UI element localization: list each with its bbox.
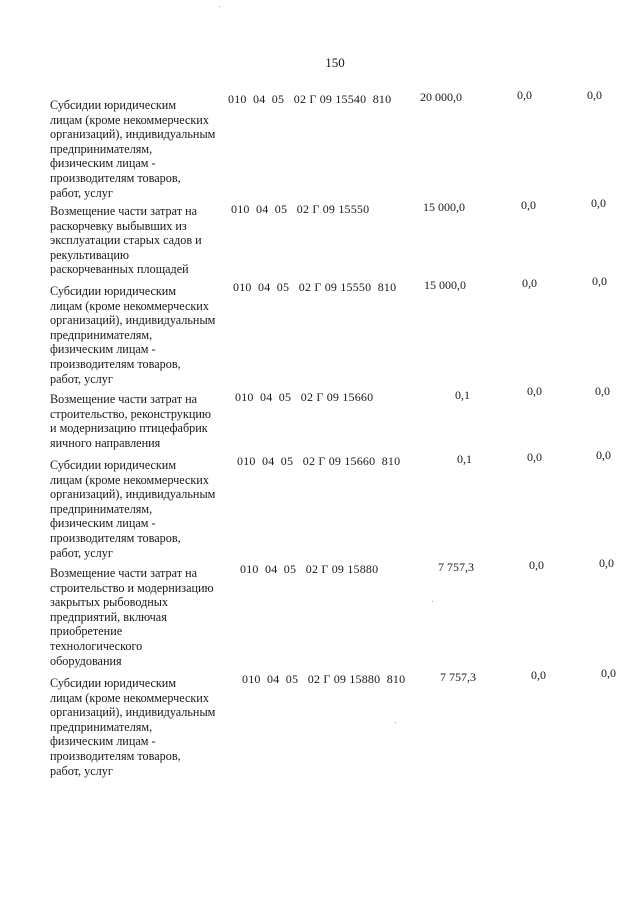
row-classification-code: 010 04 05 02 Г 09 15540 810 — [228, 92, 392, 106]
row-description: Субсидии юридическим лицам (кроме некоммерческих организаций), индивидуальным предпринимателям, физическим лицам - производителям товаров, работ, услуг — [50, 284, 216, 386]
row-amount-2: 0,0 — [527, 450, 542, 464]
row-amount-1: 15 000,0 — [424, 278, 466, 292]
row-amount-3: 0,0 — [596, 448, 611, 462]
row-classification-code: 010 04 05 02 Г 09 15880 810 — [242, 672, 406, 686]
row-amount-3: 0,0 — [595, 384, 610, 398]
page-number: 150 — [325, 55, 345, 70]
row-amount-3: 0,0 — [599, 556, 614, 570]
row-amount-2: 0,0 — [517, 88, 532, 102]
row-amount-2: 0,0 — [521, 198, 536, 212]
row-classification-code: 010 04 05 02 Г 09 15550 810 — [233, 280, 397, 294]
row-description: Возмещение части затрат на строительство и модернизацию закрытых рыбоводных предприятий, включая приобретение технологического оборудования — [50, 566, 214, 668]
scan-speck — [432, 601, 433, 602]
row-amount-1: 0,1 — [457, 452, 472, 466]
row-amount-1: 15 000,0 — [423, 200, 465, 214]
scan-speck — [219, 6, 220, 7]
row-amount-2: 0,0 — [531, 668, 546, 682]
row-amount-3: 0,0 — [601, 666, 616, 680]
row-amount-1: 20 000,0 — [420, 90, 462, 104]
row-classification-code: 010 04 05 02 Г 09 15660 810 — [237, 454, 401, 468]
row-amount-2: 0,0 — [522, 276, 537, 290]
row-classification-code: 010 04 05 02 Г 09 15550 — [231, 202, 370, 216]
row-description: Возмещение части затрат на раскорчевку выбывших из эксплуатации старых садов и рекультивацию раскорчеванных площадей — [50, 204, 202, 277]
row-amount-1: 0,1 — [455, 388, 470, 402]
row-amount-3: 0,0 — [587, 88, 602, 102]
row-amount-2: 0,0 — [529, 558, 544, 572]
row-amount-3: 0,0 — [591, 196, 606, 210]
row-amount-1: 7 757,3 — [438, 560, 474, 574]
row-classification-code: 010 04 05 02 Г 09 15880 — [240, 562, 379, 576]
row-description: Возмещение части затрат на строительство, реконструкцию и модернизацию птицефабрик яичного направления — [50, 392, 211, 450]
row-description: Субсидии юридическим лицам (кроме некоммерческих организаций), индивидуальным предпринимателям, физическим лицам - производителям товаров, работ, услуг — [50, 458, 216, 560]
row-description: Субсидии юридическим лицам (кроме некоммерческих организаций), индивидуальным предпринимателям, физическим лицам - производителям товаров, работ, услуг — [50, 98, 216, 200]
row-description: Субсидии юридическим лицам (кроме некоммерческих организаций), индивидуальным предпринимателям, физическим лицам - производителям товаров, работ, услуг — [50, 676, 216, 778]
row-amount-3: 0,0 — [592, 274, 607, 288]
row-amount-1: 7 757,3 — [440, 670, 476, 684]
row-amount-2: 0,0 — [527, 384, 542, 398]
scan-speck — [395, 722, 396, 723]
row-classification-code: 010 04 05 02 Г 09 15660 — [235, 390, 374, 404]
